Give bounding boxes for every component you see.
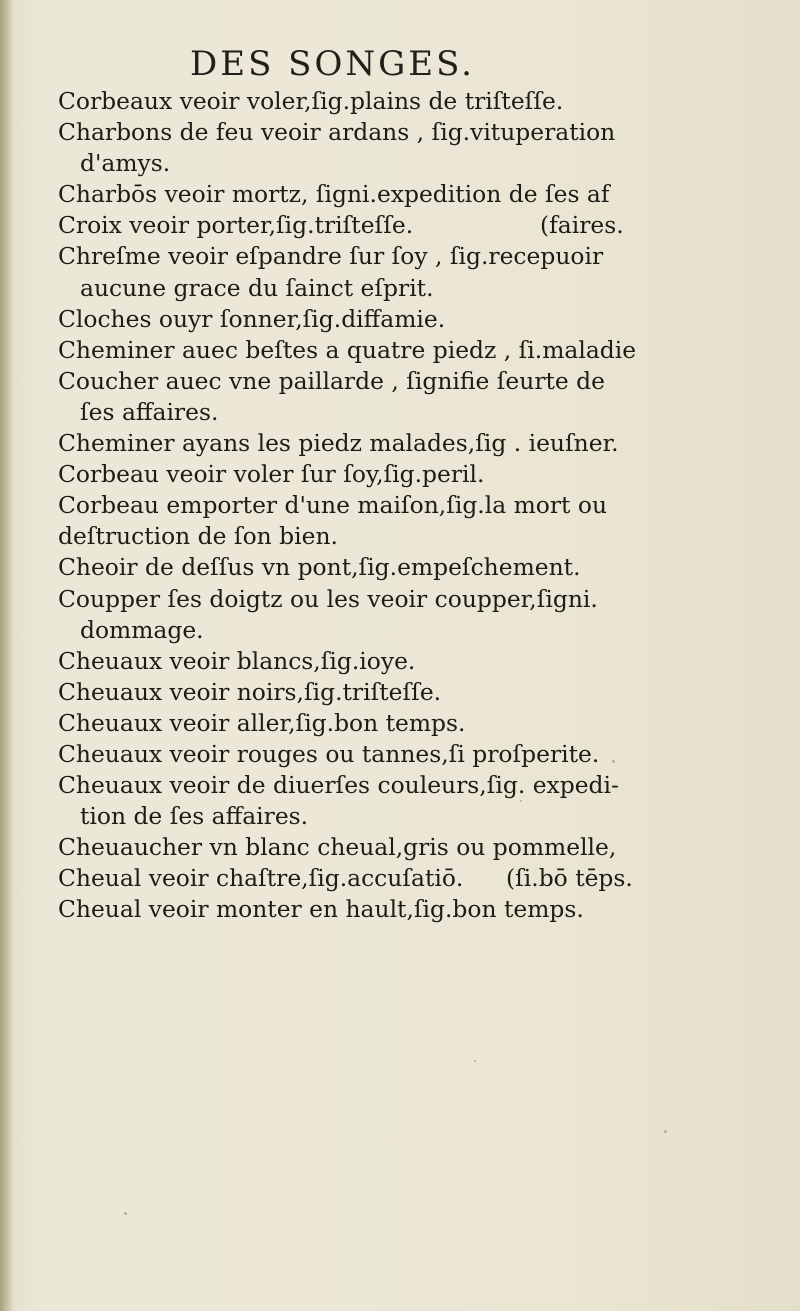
text-line: Charbons de feu veoir ardans , ſig.vituperation [58,118,616,147]
text-line: Cheoir de deſſus vn pont,ſig.empeſchement. [58,553,581,582]
text-line: Cloches ouyr ſonner,ſig.diffamie. [58,304,446,333]
text-line: Corbeau veoir voler ſur ſoy,ſig.peril. [58,460,485,489]
text-line: Cheual veoir monter en hault,ſig.bon temps. [58,895,584,924]
text-line: Cheuaux veoir rouges ou tannes,ſi proſperite. [58,739,600,768]
text-line: Cheuaux veoir de diuerſes couleurs,ſig. expedi- [58,771,619,800]
text-line: ſes affaires. [80,397,219,426]
text-line: Chreſme veoir eſpandre ſur ſoy , ſig.recepuoir [58,242,604,271]
dream-entries [58,86,658,926]
text-line: dommage. [80,615,204,644]
text-line: Croix veoir porter,ſig.triſteſſe. (faires. [58,211,624,240]
text-line: Cheual veoir chaſtre,ſig.accuſatiō. (ſi.bō tēps. [58,864,633,893]
text-line: Cheuaux veoir noirs,ſig.triſteſſe. [58,677,442,706]
text-line: Coucher auec vne paillarde , ſignifie ſeurte de [58,366,605,395]
text-line: Coupper ſes doigtz ou les veoir coupper,ſigni. [58,584,598,613]
paper-speck [520,800,522,802]
text-line: Corbeaux veoir voler,ſig.plains de triſteſſe. [58,87,564,115]
line-overflow-text: (faires. [540,211,624,240]
text-line: aucune grace du ſainct eſprit. [80,273,434,302]
page-heading: DES SONGES. [190,44,475,84]
text-line: Charbōs veoir mortz, ſigni.expedition de ſes af [58,180,610,209]
text-line: d'amys. [80,149,171,178]
paper-speck [664,1130,667,1133]
text-line: tion de ſes affaires. [80,802,309,831]
paper-speck [124,1212,127,1215]
text-line: Cheuaux veoir aller,ſig.bon temps. [58,708,466,737]
text-line: Cheuaucher vn blanc cheual,gris ou pommelle, [58,833,617,862]
line-overflow-text: (ſi.bō tēps. [506,864,633,893]
text-line: Cheminer ayans les piedz malades,ſig . ieuſner. [58,429,619,458]
text-line: Corbeau emporter d'une maiſon,ſig.la mort ou [58,491,608,520]
paper-speck [474,1060,476,1062]
text-line: Cheuaux veoir blancs,ſig.ioye. [58,646,416,675]
text-line: deſtruction de ſon bien. [58,522,338,551]
paper-speck [612,760,615,763]
page-binding-edge [0,0,12,1311]
text-line: Cheminer auec beſtes a quatre piedz , ſi.maladie [58,335,637,364]
